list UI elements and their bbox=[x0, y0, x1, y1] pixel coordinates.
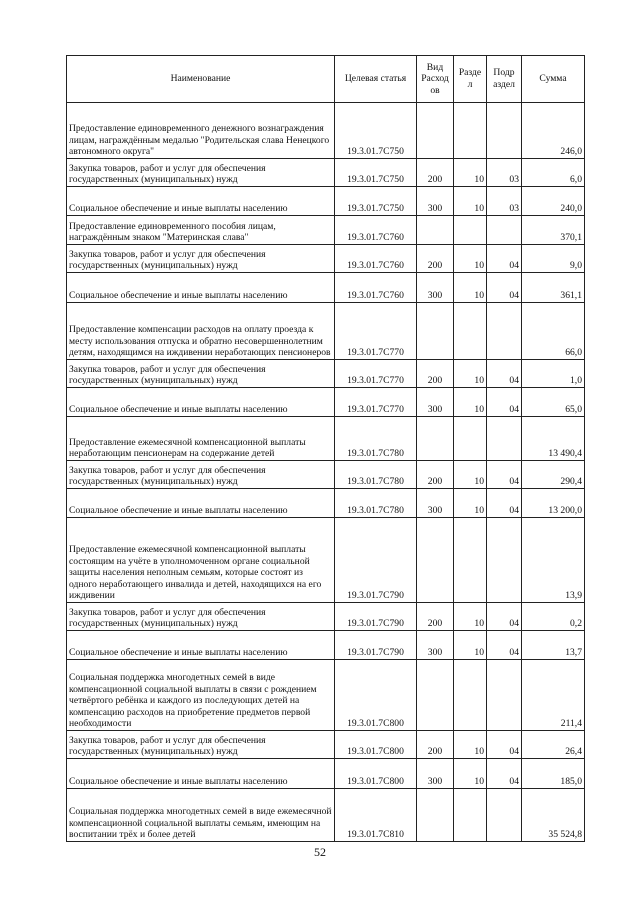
table-row bbox=[67, 273, 585, 303]
row-vid: 200 bbox=[417, 461, 454, 489]
row-code: 19.3.01.7С790 bbox=[335, 631, 417, 660]
row-vid: 300 bbox=[417, 273, 454, 303]
row-code: 19.3.01.7С760 bbox=[335, 245, 417, 273]
row-name: Социальное обеспечение и иные выплаты населению bbox=[67, 759, 335, 789]
row-podrazdel: 04 bbox=[487, 360, 522, 388]
row-name: Закупка товаров, работ и услуг для обеспечения государственных (муниципальных) нужд bbox=[67, 159, 335, 187]
table-row bbox=[67, 159, 585, 187]
row-name: Социальное обеспечение и иные выплаты населению bbox=[67, 489, 335, 518]
row-podrazdel: 04 bbox=[487, 631, 522, 660]
row-name: Предоставление единовременного пособия лицам, награждённым знаком "Материнская слава" bbox=[67, 216, 335, 245]
row-summa: 13 200,0 bbox=[522, 489, 585, 518]
page-number: 52 bbox=[314, 845, 326, 859]
row-podrazdel: 04 bbox=[487, 731, 522, 759]
row-summa: 26,4 bbox=[522, 731, 585, 759]
table-row bbox=[67, 103, 585, 159]
row-name: Закупка товаров, работ и услуг для обеспечения государственных (муниципальных) нужд bbox=[67, 245, 335, 273]
row-code: 19.3.01.7С810 bbox=[335, 789, 417, 842]
row-razdel: 10 bbox=[454, 631, 487, 660]
row-name: Предоставление единовременного денежного вознаграждения лицам, награждённым медалью "Родительская слава Ненецкого автономного округа" bbox=[67, 103, 335, 159]
row-summa: 370,1 bbox=[522, 216, 585, 245]
row-code: 19.3.01.7С750 bbox=[335, 159, 417, 187]
header-name: Наименование bbox=[67, 56, 335, 103]
row-summa: 13 490,4 bbox=[522, 417, 585, 461]
row-summa: 6,0 bbox=[522, 159, 585, 187]
row-summa: 9,0 bbox=[522, 245, 585, 273]
row-name: Предоставление ежемесячной компенсационной выплаты неработающим пенсионерам на содержание детей bbox=[67, 417, 335, 461]
row-code: 19.3.01.7С750 bbox=[335, 103, 417, 159]
row-code: 19.3.01.7С750 bbox=[335, 187, 417, 216]
table-row bbox=[67, 360, 585, 388]
row-razdel: 10 bbox=[454, 603, 487, 631]
row-name: Социальная поддержка многодетных семей в виде компенсационной социальной выплаты в связи с рождением четвёртого ребёнка и каждого из последующих детей на компенсацию расходов на приобретение предметов первой необходимости bbox=[67, 660, 335, 731]
table-row bbox=[67, 518, 585, 603]
row-vid: 200 bbox=[417, 603, 454, 631]
row-summa: 361,1 bbox=[522, 273, 585, 303]
row-razdel: 10 bbox=[454, 759, 487, 789]
row-vid bbox=[417, 789, 454, 842]
header-summa: Сумма bbox=[522, 56, 585, 103]
row-razdel: 10 bbox=[454, 187, 487, 216]
row-code: 19.3.01.7С770 bbox=[335, 303, 417, 360]
row-summa: 246,0 bbox=[522, 103, 585, 159]
table-row bbox=[67, 417, 585, 461]
row-summa: 35 524,8 bbox=[522, 789, 585, 842]
table-row bbox=[67, 759, 585, 789]
row-podrazdel: 04 bbox=[487, 245, 522, 273]
row-razdel: 10 bbox=[454, 245, 487, 273]
row-name: Социальное обеспечение и иные выплаты населению bbox=[67, 273, 335, 303]
row-razdel: 10 bbox=[454, 159, 487, 187]
row-podrazdel: 04 bbox=[487, 273, 522, 303]
row-summa: 0,2 bbox=[522, 603, 585, 631]
row-razdel bbox=[454, 216, 487, 245]
row-razdel bbox=[454, 789, 487, 842]
header-row bbox=[67, 56, 585, 103]
row-code: 19.3.01.7С780 bbox=[335, 489, 417, 518]
row-vid bbox=[417, 417, 454, 461]
row-code: 19.3.01.7С780 bbox=[335, 461, 417, 489]
row-podrazdel: 04 bbox=[487, 603, 522, 631]
row-summa: 1,0 bbox=[522, 360, 585, 388]
row-podrazdel bbox=[487, 103, 522, 159]
row-podrazdel bbox=[487, 303, 522, 360]
row-podrazdel bbox=[487, 789, 522, 842]
table-row bbox=[67, 731, 585, 759]
row-vid: 200 bbox=[417, 731, 454, 759]
row-name: Социальное обеспечение и иные выплаты населению bbox=[67, 187, 335, 216]
row-name: Закупка товаров, работ и услуг для обеспечения государственных (муниципальных) нужд bbox=[67, 360, 335, 388]
row-code: 19.3.01.7С760 bbox=[335, 216, 417, 245]
table-row bbox=[67, 489, 585, 518]
row-code: 19.3.01.7С780 bbox=[335, 417, 417, 461]
header-podrazdel: Подр аздел bbox=[487, 56, 522, 103]
table-row bbox=[67, 216, 585, 245]
row-razdel: 10 bbox=[454, 461, 487, 489]
table-row bbox=[67, 187, 585, 216]
row-vid bbox=[417, 303, 454, 360]
row-summa: 13,9 bbox=[522, 518, 585, 603]
row-razdel: 10 bbox=[454, 489, 487, 518]
row-name: Социальное обеспечение и иные выплаты населению bbox=[67, 388, 335, 417]
row-podrazdel: 04 bbox=[487, 461, 522, 489]
row-podrazdel: 04 bbox=[487, 489, 522, 518]
table-row bbox=[67, 631, 585, 660]
row-name: Закупка товаров, работ и услуг для обеспечения государственных (муниципальных) нужд bbox=[67, 603, 335, 631]
row-vid: 200 bbox=[417, 245, 454, 273]
row-vid: 300 bbox=[417, 388, 454, 417]
table-row bbox=[67, 388, 585, 417]
row-podrazdel: 04 bbox=[487, 759, 522, 789]
row-vid: 200 bbox=[417, 159, 454, 187]
row-name: Закупка товаров, работ и услуг для обеспечения государственных (муниципальных) нужд bbox=[67, 731, 335, 759]
row-razdel: 10 bbox=[454, 273, 487, 303]
row-vid bbox=[417, 103, 454, 159]
row-vid bbox=[417, 660, 454, 731]
row-podrazdel bbox=[487, 660, 522, 731]
row-name: Предоставление ежемесячной компенсационной выплаты состоящим на учёте в уполномоченном органе социальной защиты населения неполным семьям, которые состоят из одного неработающего инвалида и детей, находящихся на его иждивении bbox=[67, 518, 335, 603]
row-podrazdel bbox=[487, 417, 522, 461]
row-vid: 300 bbox=[417, 489, 454, 518]
row-code: 19.3.01.7С790 bbox=[335, 603, 417, 631]
row-name: Предоставление компенсации расходов на оплату проезда к месту использования отпуска и обратно несовершеннолетним детям, находящимся на иждивении неработающих пенсионеров bbox=[67, 303, 335, 360]
row-code: 19.3.01.7С800 bbox=[335, 759, 417, 789]
table-row bbox=[67, 603, 585, 631]
row-razdel bbox=[454, 518, 487, 603]
row-podrazdel bbox=[487, 216, 522, 245]
header-code: Целевая статья bbox=[335, 56, 417, 103]
row-podrazdel bbox=[487, 518, 522, 603]
row-razdel: 10 bbox=[454, 731, 487, 759]
header-vid: Вид Расход ов bbox=[417, 56, 454, 103]
row-summa: 13,7 bbox=[522, 631, 585, 660]
row-vid bbox=[417, 518, 454, 603]
table-body bbox=[67, 103, 585, 842]
row-code: 19.3.01.7С770 bbox=[335, 388, 417, 417]
row-podrazdel: 04 bbox=[487, 388, 522, 417]
row-name: Социальная поддержка многодетных семей в виде ежемесячной компенсационной социальной выплаты семьям, имеющим на воспитании трёх и более детей bbox=[67, 789, 335, 842]
table-row bbox=[67, 461, 585, 489]
row-vid: 300 bbox=[417, 759, 454, 789]
row-vid: 300 bbox=[417, 187, 454, 216]
row-code: 19.3.01.7С800 bbox=[335, 731, 417, 759]
row-vid: 300 bbox=[417, 631, 454, 660]
row-name: Социальное обеспечение и иные выплаты населению bbox=[67, 631, 335, 660]
row-summa: 240,0 bbox=[522, 187, 585, 216]
row-code: 19.3.01.7С790 bbox=[335, 518, 417, 603]
table-row bbox=[67, 789, 585, 842]
budget-table bbox=[66, 55, 585, 842]
row-vid: 200 bbox=[417, 360, 454, 388]
table-row bbox=[67, 303, 585, 360]
row-razdel bbox=[454, 303, 487, 360]
row-podrazdel: 03 bbox=[487, 187, 522, 216]
row-podrazdel: 03 bbox=[487, 159, 522, 187]
row-summa: 185,0 bbox=[522, 759, 585, 789]
row-code: 19.3.01.7С770 bbox=[335, 360, 417, 388]
row-razdel bbox=[454, 103, 487, 159]
row-code: 19.3.01.7С800 bbox=[335, 660, 417, 731]
row-razdel bbox=[454, 660, 487, 731]
row-razdel: 10 bbox=[454, 388, 487, 417]
row-summa: 65,0 bbox=[522, 388, 585, 417]
row-code: 19.3.01.7С760 bbox=[335, 273, 417, 303]
header-razdel: Разде л bbox=[454, 56, 487, 103]
row-vid bbox=[417, 216, 454, 245]
row-razdel bbox=[454, 417, 487, 461]
row-summa: 211,4 bbox=[522, 660, 585, 731]
row-razdel: 10 bbox=[454, 360, 487, 388]
row-summa: 290,4 bbox=[522, 461, 585, 489]
row-summa: 66,0 bbox=[522, 303, 585, 360]
table-row bbox=[67, 660, 585, 731]
table-row bbox=[67, 245, 585, 273]
row-name: Закупка товаров, работ и услуг для обеспечения государственных (муниципальных) нужд bbox=[67, 461, 335, 489]
